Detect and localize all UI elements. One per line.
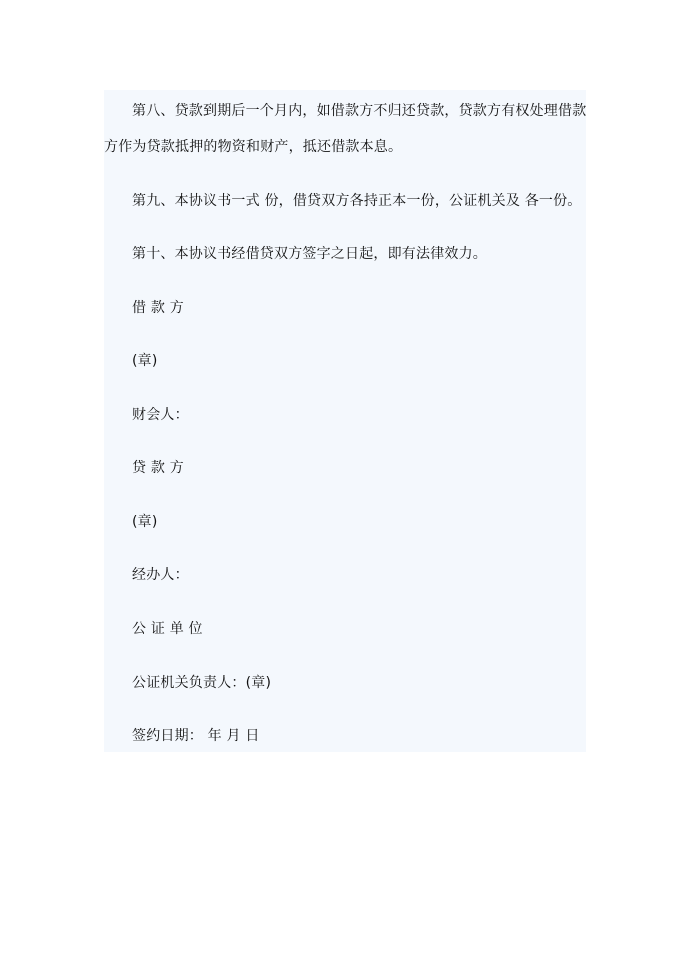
borrower-label: 借 款 方 xyxy=(132,300,184,316)
sign-date: 签约日期： 年 月 日 xyxy=(132,728,260,744)
clause-8-line-1: 第八、贷款到期后一个月内，如借款方不归还贷款，贷款方有权处理借款 xyxy=(132,103,587,119)
clause-10: 第十、本协议书经借贷双方签字之日起，即有法律效力。 xyxy=(132,246,487,262)
lender-seal: (章) xyxy=(132,514,158,530)
borrower-seal: (章) xyxy=(132,353,158,369)
lender-handler: 经办人： xyxy=(132,567,189,583)
notary-label: 公 证 单 位 xyxy=(132,621,203,637)
document-body xyxy=(104,90,586,752)
notary-head: 公证机关负责人：(章) xyxy=(132,675,272,691)
lender-label: 贷 款 方 xyxy=(132,460,184,476)
borrower-finance-person: 财会人： xyxy=(132,407,189,423)
clause-9: 第九、本协议书一式 份，借贷双方各持正本一份，公证机关及 各一份。 xyxy=(132,193,582,209)
clause-8-line-2: 方作为贷款抵押的物资和财产，抵还借款本息。 xyxy=(104,139,403,155)
